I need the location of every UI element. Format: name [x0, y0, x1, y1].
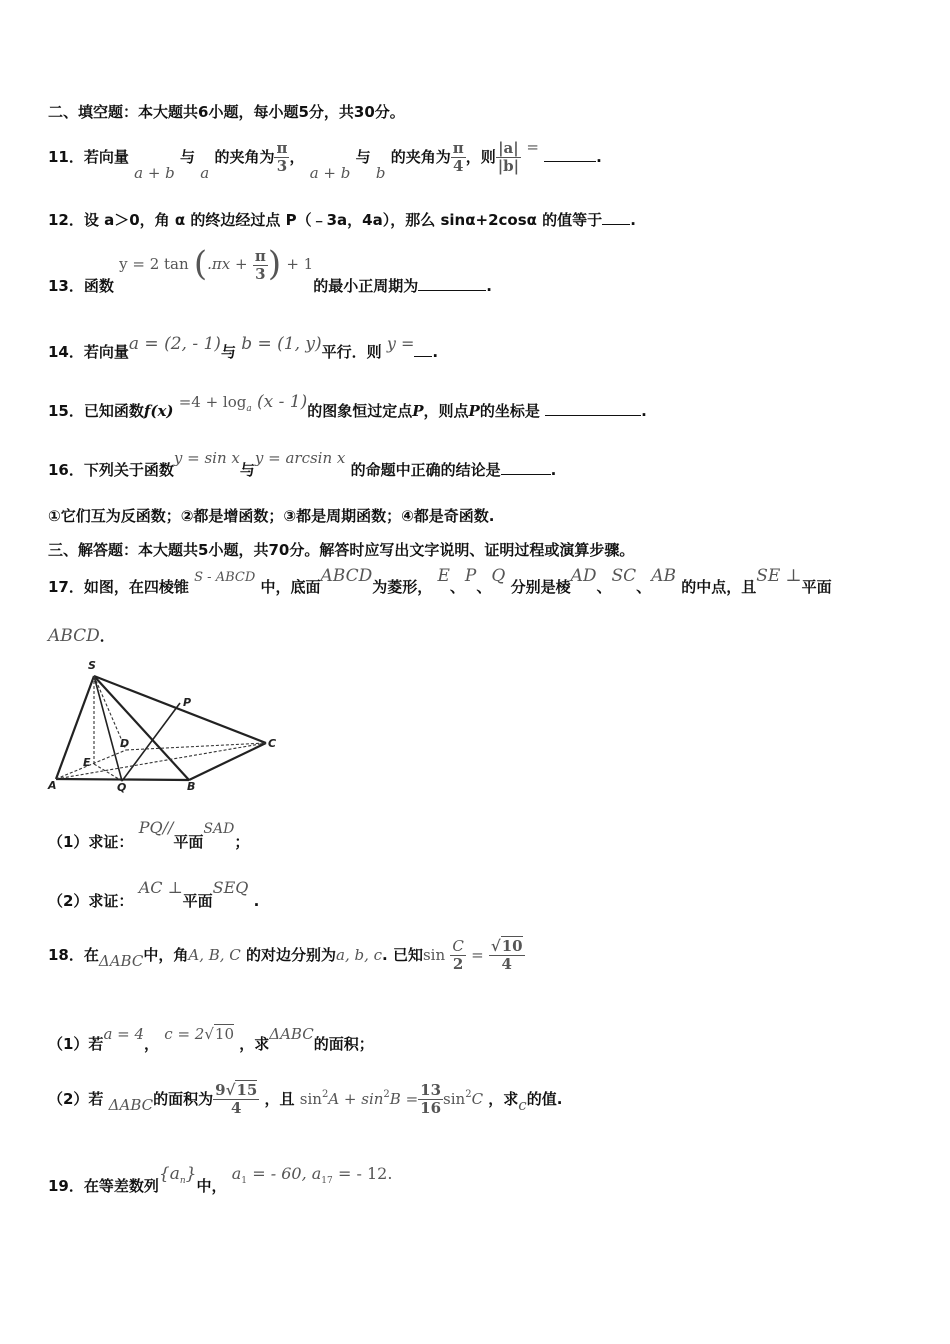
q18-math: a, b, c	[336, 946, 383, 964]
q11-frac-den: |b|	[497, 157, 520, 175]
q19-math-subscript: n	[179, 1176, 186, 1186]
q11-math-b: b	[375, 164, 386, 182]
q18-p1-label: （1）若	[48, 1035, 104, 1053]
q17-continuation	[48, 626, 115, 646]
q19-math: = - 60, a	[252, 1164, 322, 1183]
q17-part-2	[48, 878, 259, 912]
question-14	[48, 334, 438, 364]
q18-p1-text: ，求	[239, 1035, 270, 1053]
q17-text: 如图，在四棱锥	[83, 578, 189, 596]
q17-p2-math: AC ⊥	[138, 878, 183, 897]
q11-equals: =	[526, 138, 539, 156]
q19-math-subscript: 1	[241, 1176, 247, 1186]
q16-number: 16．	[48, 461, 84, 479]
edge-SC	[94, 676, 266, 743]
q17-text: 的中点，且	[681, 578, 757, 596]
q18-p2-frac-den: 4	[231, 1099, 242, 1117]
q19-math: = - 12.	[337, 1164, 393, 1183]
q14-number: 14．	[48, 343, 84, 361]
q18-p2-fraction-area: $\frac{9√15}{4}$	[215, 1081, 258, 1117]
q13-left-paren: (	[193, 244, 208, 284]
question-16	[48, 448, 556, 482]
q19-text: 中，	[196, 1177, 227, 1195]
question-12	[48, 210, 636, 230]
q15-math: (x - 1)	[256, 392, 308, 412]
question-17	[48, 566, 832, 596]
q13-text: 的最小正周期为	[313, 277, 419, 295]
q13-answer-blank[interactable]	[418, 276, 486, 291]
q18-p1-math: a = 4	[103, 1025, 145, 1043]
q18-math: A, B, C	[188, 946, 241, 964]
question-15	[48, 392, 647, 422]
q11-answer-blank[interactable]	[544, 147, 596, 162]
q16-text: 与	[239, 461, 255, 479]
q18-p2-frac-num: 9	[215, 1081, 226, 1099]
q18-p2-math: c	[518, 1096, 527, 1114]
q16-text: 下列关于函数	[83, 461, 174, 479]
q14-math-y: y =	[386, 334, 415, 353]
q14-text: 平行．则	[321, 343, 382, 361]
pyramid-figure	[44, 656, 294, 794]
q13-period: .	[486, 277, 492, 295]
q17-text: 中，底面	[260, 578, 321, 596]
q18-p1-math: ΔABC	[269, 1025, 314, 1043]
q18-p2-math: sin	[443, 1090, 466, 1108]
section-heading-fill-in: 二、填空题：本大题共6小题，每小题5分，共30分。	[48, 103, 405, 121]
q15-period: .	[641, 402, 647, 420]
q18-p2-frac-den: 16	[420, 1099, 442, 1117]
q11-text: ，则	[465, 148, 496, 166]
q16-math-arcsin: y = arcsin x	[254, 449, 346, 467]
q18-frac-num: 10	[501, 937, 523, 955]
question-13	[48, 244, 492, 295]
q11-math-a: a	[200, 164, 210, 182]
q11-text: 若向量	[83, 148, 129, 166]
q17-p2-end: .	[253, 892, 260, 910]
q17-math: SE ⊥	[756, 566, 802, 586]
label-S: S	[88, 659, 96, 672]
question-19	[48, 1164, 392, 1194]
q18-frac-den: 4	[501, 955, 512, 973]
q18-part-2	[48, 1082, 562, 1134]
q17-math: AD	[570, 566, 597, 586]
q19-math: {a	[158, 1164, 180, 1184]
q17-p2-math: SEQ	[212, 878, 249, 897]
q17-text: 、	[476, 578, 492, 596]
q15-math: =4 + log	[178, 393, 247, 411]
q15-text: ，则点	[423, 402, 469, 420]
q12-text: 12．设 a＞0，角 α 的终边经过点 P（﹣3a，4a），那么 sinα+2cosα 的值等于	[48, 211, 603, 229]
q14-text: 若向量	[83, 343, 129, 361]
q14-math-vector-b: b = (1, y)	[241, 334, 322, 354]
q18-p2-exponent: 2	[383, 1089, 390, 1100]
q18-math: sin	[422, 946, 446, 964]
q11-text: 与	[180, 148, 196, 166]
question-11	[48, 140, 602, 190]
q13-right-paren: )	[267, 244, 282, 284]
q17-math: ABCD	[320, 566, 373, 586]
label-B: B	[187, 780, 196, 793]
q19-math: }	[185, 1164, 197, 1184]
q17-part-1	[48, 818, 249, 852]
q11-number: 11．	[48, 148, 84, 166]
q18-fraction-C-2	[450, 938, 465, 973]
q18-equals: =	[471, 946, 484, 964]
label-Q: Q	[117, 781, 127, 794]
q11-fraction-norm-ratio	[496, 140, 521, 175]
q19-number: 19．	[48, 1177, 84, 1195]
q16-answer-blank[interactable]	[501, 460, 551, 475]
q17-text: 、	[449, 578, 465, 596]
q18-p2-frac-num: 13	[420, 1081, 442, 1099]
q17-text: 为菱形，	[372, 578, 433, 596]
q11-fraction-pi-4	[451, 140, 466, 175]
q17-number: 17．	[48, 578, 84, 596]
q11-frac-num: |a|	[498, 139, 519, 157]
q11-frac-num: π	[276, 139, 288, 157]
question-18	[48, 938, 525, 990]
q17-text: 分别是棱	[510, 578, 571, 596]
q19-math: a	[231, 1164, 242, 1183]
q17-math: Q	[491, 566, 506, 586]
q18-text: 的对边分别为	[246, 946, 337, 964]
q19-text: 在等差数列	[83, 1177, 159, 1195]
q18-frac-den: 2	[452, 955, 464, 973]
q13-frac-num: π	[254, 247, 266, 265]
q17-p1-math: SAD	[203, 821, 235, 837]
q18-part-1: （1）若a = 4， c = 2√10 ，求ΔABC的面积；	[48, 1025, 374, 1053]
q18-math: ΔABC	[98, 952, 144, 970]
q11-text: 的夹角为	[214, 148, 275, 166]
q18-p2-exponent: 2	[465, 1089, 472, 1100]
q11-frac-den: 3	[276, 157, 288, 175]
q17-text: 平面	[801, 578, 832, 596]
q14-answer-blank[interactable]	[414, 342, 432, 357]
q18-p2-label: （2）若	[48, 1090, 104, 1108]
q18-text: 在	[83, 946, 99, 964]
q16-math-sin: y = sin x	[173, 449, 240, 467]
q15-text: 的坐标是	[479, 402, 540, 420]
q15-math-subscript: a	[246, 404, 252, 414]
q11-math-a-plus-b-2: a + b	[309, 164, 351, 182]
q13-fraction	[253, 248, 268, 283]
q17-math: ABCD	[48, 626, 100, 646]
q11-frac-den: 4	[452, 157, 464, 175]
q11-text: 与	[355, 148, 371, 166]
q17-text: 、	[636, 578, 652, 596]
q15-answer-blank[interactable]	[545, 401, 641, 416]
q12-answer-blank[interactable]	[602, 210, 630, 225]
q17-math: S - ABCD	[194, 570, 256, 585]
q18-p1-text: 的面积；	[313, 1035, 374, 1053]
q15-text: 已知函数	[83, 402, 144, 420]
q17-p2-text: 平面	[182, 892, 213, 910]
q17-p2-label: （2）求证：	[48, 892, 134, 910]
q15-point-name: P	[412, 402, 424, 420]
q19-math-subscript: 17	[321, 1176, 333, 1186]
q17-p1-end: ；	[234, 833, 250, 851]
label-P: P	[183, 696, 192, 709]
q11-text: ，	[289, 148, 305, 166]
q11-frac-num: π	[452, 139, 464, 157]
q18-p1-text: ，	[144, 1035, 160, 1053]
q18-p2-exponent: 2	[321, 1089, 329, 1100]
q18-p2-math: C	[471, 1090, 484, 1108]
q18-p2-math: ΔABC	[108, 1096, 154, 1114]
q16-period: .	[550, 461, 557, 479]
q18-p2-math: B =	[389, 1090, 419, 1108]
q17-math: AB	[651, 566, 676, 586]
q17-text: 、	[596, 578, 612, 596]
q11-text: 的夹角为	[390, 148, 451, 166]
q17-math: P	[464, 566, 477, 586]
q18-fraction-sqrt10-4	[489, 938, 525, 973]
q14-text: 与	[220, 343, 236, 361]
q13-frac-den: 3	[255, 265, 266, 283]
q17-math: E	[437, 566, 450, 586]
label-C: C	[268, 737, 277, 750]
q11-fraction-pi-3	[274, 140, 289, 175]
label-A: A	[48, 779, 57, 792]
q18-p1-math: 10	[214, 1025, 234, 1043]
q17-p1-label: （1）求证：	[48, 833, 134, 851]
q16-text: 的命题中正确的结论是	[350, 461, 501, 479]
q15-text: 的图象恒过定点	[307, 402, 413, 420]
q11-period: .	[596, 148, 602, 166]
q15-function-name: f(x)	[143, 402, 174, 420]
edge-BC	[189, 743, 266, 780]
label-D: D	[120, 737, 130, 750]
q13-math: .πx +	[207, 255, 248, 273]
q18-p2-text: ，且	[264, 1090, 295, 1108]
q18-p2-text: ，求	[488, 1090, 519, 1108]
q18-p2-text: 的面积为	[153, 1090, 214, 1108]
q17-math: SC	[611, 566, 637, 586]
q18-p2-frac-num: 15	[236, 1081, 258, 1099]
q18-p2-math: sin	[299, 1090, 322, 1108]
q18-p2-text: 的值.	[526, 1090, 563, 1108]
q13-text: 函数	[83, 277, 114, 295]
q17-period: ．	[99, 627, 115, 645]
q13-math: y = 2 tan	[119, 255, 189, 273]
q12-period: .	[630, 211, 636, 229]
q13-math: + 1	[286, 255, 314, 273]
sqrt-sign: √	[490, 937, 501, 955]
q18-p2-fraction-13-16	[418, 1082, 443, 1117]
section-heading-solutions: 三、解答题：本大题共5小题，共70分。解答时应写出文字说明、证明过程或演算步骤。	[48, 541, 635, 559]
q18-p2-math: A + sin	[328, 1090, 384, 1108]
q14-period: .	[432, 343, 439, 361]
q16-options: ①它们互为反函数；②都是增函数；③都是周期函数；④都是奇函数.	[48, 507, 495, 525]
q18-text: 中，角	[143, 946, 189, 964]
q18-number: 18．	[48, 946, 84, 964]
q15-point-name: P	[468, 402, 480, 420]
q15-number: 15．	[48, 402, 84, 420]
q18-p1-math: c = 2	[164, 1025, 205, 1043]
q17-p1-text: 平面	[173, 833, 204, 851]
label-E: E	[83, 756, 91, 769]
q18-text: . 已知	[382, 946, 423, 964]
q18-frac-num: C	[452, 937, 464, 955]
q14-math-vector-a: a = (2, - 1)	[128, 334, 221, 354]
q17-p1-math: PQ//	[138, 818, 174, 837]
q13-number: 13．	[48, 277, 84, 295]
q11-math-a-plus-b: a + b	[134, 164, 175, 182]
